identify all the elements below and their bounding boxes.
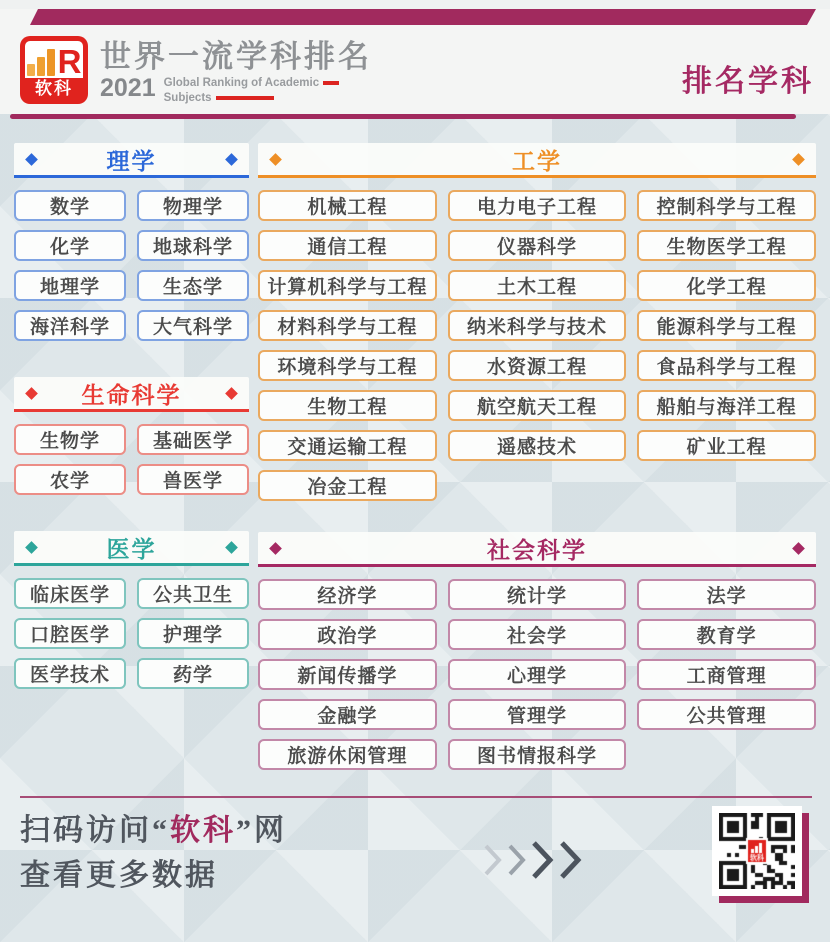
subject-chip[interactable]: 化学 xyxy=(14,230,126,261)
subject-grid-life-science xyxy=(14,424,249,495)
subject-chip[interactable]: 地理学 xyxy=(14,270,126,301)
subject-chip[interactable]: 能源科学与工程 xyxy=(637,310,816,341)
diamond-bullet-icon xyxy=(792,153,805,166)
footer-brand: 软科 xyxy=(170,814,236,847)
section-life-science xyxy=(14,377,249,495)
subject-chip[interactable]: 生物医学工程 xyxy=(637,230,816,261)
subject-chip[interactable]: 环境科学与工程 xyxy=(258,350,437,381)
footer-text xyxy=(20,808,287,898)
subject-chip[interactable]: 生物工程 xyxy=(258,390,437,421)
subject-chip[interactable]: 工商管理 xyxy=(637,659,816,690)
subject-chip[interactable]: 控制科学与工程 xyxy=(637,190,816,221)
logo-r-mark: R xyxy=(57,42,82,80)
main-title: 世界一流学科排名 xyxy=(100,39,372,74)
subject-chip[interactable]: 数学 xyxy=(14,190,126,221)
english-subtitle: Global Ranking of Academic Subjects xyxy=(164,76,340,106)
footer-line1: 扫码访问“软科”网 xyxy=(20,814,287,847)
subject-chip[interactable]: 基础医学 xyxy=(137,424,249,455)
section-science xyxy=(14,143,249,341)
section-title-medicine: 医学 xyxy=(106,535,157,562)
subject-chip[interactable]: 统计学 xyxy=(448,579,627,610)
section-medicine xyxy=(14,531,249,689)
section-title-engineering: 工学 xyxy=(512,147,562,174)
subject-chip[interactable]: 口腔医学 xyxy=(14,618,126,649)
subject-chip[interactable]: 矿业工程 xyxy=(637,430,816,461)
subject-chip[interactable]: 心理学 xyxy=(448,659,627,690)
subject-chip[interactable]: 大气科学 xyxy=(137,310,249,341)
subject-chip[interactable]: 土木工程 xyxy=(448,270,627,301)
header-divider xyxy=(10,114,796,119)
subject-chip[interactable]: 教育学 xyxy=(637,619,816,650)
year-label: 2021 xyxy=(100,74,156,102)
subject-chip[interactable]: 食品科学与工程 xyxy=(637,350,816,381)
top-accent-bar xyxy=(30,9,816,25)
section-title-science: 理学 xyxy=(106,147,157,174)
subject-chip[interactable]: 海洋科学 xyxy=(14,310,126,341)
subject-chip[interactable]: 水资源工程 xyxy=(448,350,627,381)
section-social-science xyxy=(258,532,816,770)
subject-chip[interactable]: 农学 xyxy=(14,464,126,495)
subject-chip[interactable]: 航空航天工程 xyxy=(448,390,627,421)
subject-chip[interactable]: 冶金工程 xyxy=(258,470,437,501)
subject-chip[interactable]: 计算机科学与工程 xyxy=(258,270,437,301)
subject-grid-science xyxy=(14,190,249,341)
section-header-medicine xyxy=(14,531,249,566)
subject-chip[interactable]: 公共卫生 xyxy=(137,578,249,609)
subject-grid-medicine xyxy=(14,578,249,689)
subject-chip[interactable]: 社会学 xyxy=(448,619,627,650)
subject-chip[interactable]: 政治学 xyxy=(258,619,437,650)
subject-chip[interactable]: 机械工程 xyxy=(258,190,437,221)
subject-chip[interactable]: 管理学 xyxy=(448,699,627,730)
subject-chip[interactable]: 仪器科学 xyxy=(448,230,627,261)
subject-grid-engineering xyxy=(258,190,816,501)
subject-chip[interactable]: 遥感技术 xyxy=(448,430,627,461)
red-bar-icon xyxy=(323,81,339,85)
diamond-bullet-icon xyxy=(792,542,805,555)
left-column xyxy=(14,143,249,725)
subject-chip[interactable]: 公共管理 xyxy=(637,699,816,730)
subject-chip[interactable]: 交通运输工程 xyxy=(258,430,437,461)
section-title-life-science: 生命科学 xyxy=(81,381,182,408)
subject-chip[interactable]: 旅游休闲管理 xyxy=(258,739,437,770)
diamond-bullet-icon xyxy=(225,541,238,554)
subject-grid-social-science xyxy=(258,579,816,770)
forward-chevrons-icon xyxy=(482,840,592,880)
subject-chip[interactable]: 经济学 xyxy=(258,579,437,610)
subject-chip[interactable]: 化学工程 xyxy=(637,270,816,301)
right-column xyxy=(258,143,816,801)
title-block xyxy=(100,40,372,106)
subject-chip[interactable]: 兽医学 xyxy=(137,464,249,495)
subject-chip[interactable]: 材料科学与工程 xyxy=(258,310,437,341)
footer-top-divider xyxy=(20,796,812,798)
subject-chip[interactable]: 医学技术 xyxy=(14,658,126,689)
logo-barchart-icon xyxy=(25,41,83,78)
subject-chip[interactable]: 通信工程 xyxy=(258,230,437,261)
section-header-science xyxy=(14,143,249,178)
subject-chip[interactable]: 地球科学 xyxy=(137,230,249,261)
footer-line2: 查看更多数据 xyxy=(20,859,218,892)
section-title-social-science: 社会科学 xyxy=(487,536,587,563)
subject-chip[interactable]: 生物学 xyxy=(14,424,126,455)
subject-chip[interactable]: 法学 xyxy=(637,579,816,610)
diamond-bullet-icon xyxy=(225,153,238,166)
subject-chip[interactable]: 生态学 xyxy=(137,270,249,301)
subject-chip[interactable]: 新闻传播学 xyxy=(258,659,437,690)
subject-chip[interactable]: 图书情报科学 xyxy=(448,739,627,770)
qr-code-icon xyxy=(719,813,795,889)
subject-chip[interactable]: 船舶与海洋工程 xyxy=(637,390,816,421)
subject-chip[interactable]: 纳米科学与技术 xyxy=(448,310,627,341)
section-engineering xyxy=(258,143,816,501)
section-header-social-science xyxy=(258,532,816,567)
subject-chip[interactable]: 电力电子工程 xyxy=(448,190,627,221)
section-header-engineering xyxy=(258,143,816,178)
subject-chip[interactable]: 药学 xyxy=(137,658,249,689)
page-title: 排名学科 xyxy=(682,65,814,98)
logo-label: 软科 xyxy=(35,79,73,98)
subject-chip[interactable]: 护理学 xyxy=(137,618,249,649)
section-header-life-science xyxy=(14,377,249,412)
subject-chip[interactable]: 物理学 xyxy=(137,190,249,221)
subject-chip[interactable]: 临床医学 xyxy=(14,578,126,609)
red-bar-icon xyxy=(216,96,274,100)
qr-code xyxy=(712,806,802,896)
subject-chip[interactable]: 金融学 xyxy=(258,699,437,730)
ruanke-logo xyxy=(20,36,88,104)
diamond-bullet-icon xyxy=(225,387,238,400)
